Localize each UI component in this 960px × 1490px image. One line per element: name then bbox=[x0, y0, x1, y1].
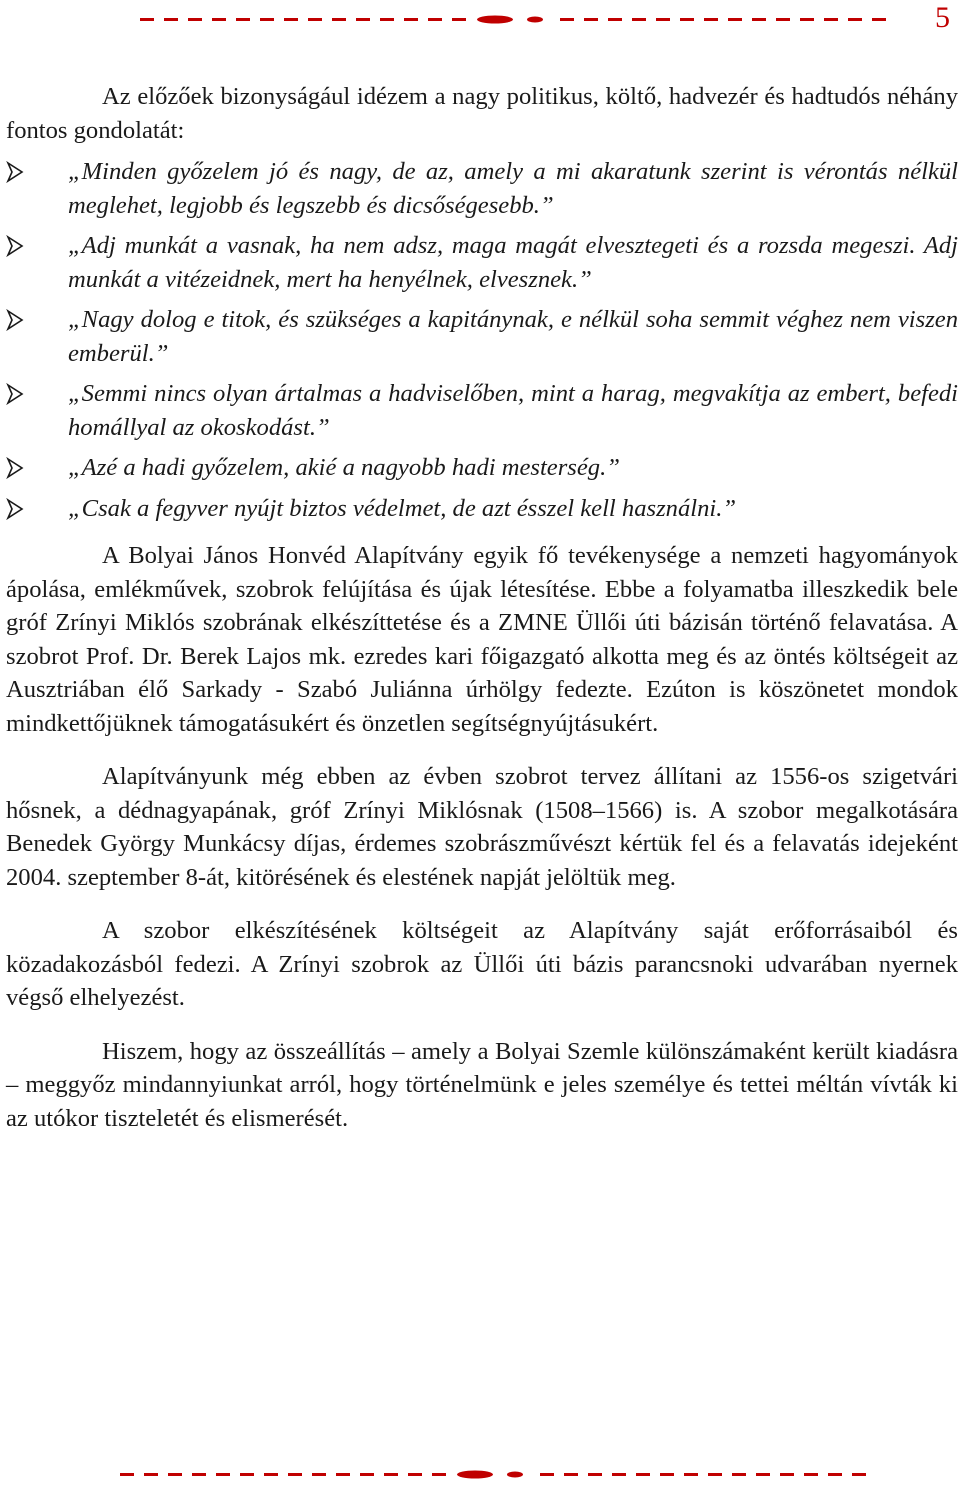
arrowhead-bullet-icon bbox=[6, 457, 24, 479]
arrowhead-bullet-icon bbox=[6, 235, 24, 257]
list-item bbox=[6, 155, 958, 222]
footer-decorative-rule bbox=[120, 1464, 900, 1484]
body-paragraph-foundation: A Bolyai János Honvéd Alapítvány egyik fő tevékenysége a nemzeti hagyományok ápolása, emlékművek, szobrok felújítása és újak létesítése. Ebbe a folyamatba illeszkedik bele gróf Zrínyi Miklós szobrának elkészíttetése és a ZMNE Üllői úti bázisán történő felavatása. A szobrot Prof. Dr. Berek Lajos mk. ezredes kari főigazgató alkotta meg és az öntés költségeit az Ausztriában élő Sarkady - Szabó Juliánna úrhölgy fedezte. Ezúton is köszönetet mondok mindkettőjüknek támogatásukért és önzetlen segítségnyújtásukért. bbox=[6, 542, 958, 737]
list-item bbox=[6, 492, 958, 526]
page-number: 5 bbox=[935, 1, 950, 34]
quote-text: „Semmi nincs olyan ártalmas a hadviselőben, mint a harag, megvakítja az embert, befedi homállyal az okoskodást.” bbox=[68, 380, 958, 441]
body-paragraph-new-statue: Alapítványunk még ebben az évben szobrot tervez állítani az 1556-os szigetvári hősnek, a dédnagyapának, gróf Zrínyi Miklósnak (1508–1566) is. A szobor megalkotására Benedek György Munkácsy díjas, érdemes szobrászművészt kértük fel és a felavatás idejeként 2004. szeptember 8-át, kitörésének és elestének napját jelöltük meg. bbox=[6, 763, 958, 891]
quote-text: „Azé a hadi győzelem, akié a nagyobb hadi mesterség.” bbox=[68, 454, 620, 481]
document-body bbox=[6, 80, 958, 1135]
quote-list bbox=[6, 155, 958, 525]
arrowhead-bullet-icon bbox=[6, 498, 24, 520]
arrowhead-bullet-icon bbox=[6, 383, 24, 405]
body-paragraph-closing: Hiszem, hogy az összeállítás – amely a Bolyai Szemle különszámaként került kiadásra – meggyőz mindannyiunkat arról, hogy történelmünk e jeles személye és tettei méltán vívták ki az utókor tiszteletét és elismerését. bbox=[6, 1037, 958, 1132]
body-paragraph-funding: A szobor elkészítésének költségeit az Alapítvány saját erőforrásaiból és közadakozásból fedezi. A Zrínyi szobrok az Üllői úti bázis parancsnoki udvarában nyernek végső elhelyezést. bbox=[6, 917, 958, 1011]
intro-paragraph: Az előzőek bizonyságául idézem a nagy politikus, költő, hadvezér és hadtudós néhány fontos gondolatát: bbox=[6, 83, 958, 144]
list-item bbox=[6, 229, 958, 296]
list-item bbox=[6, 451, 958, 485]
arrowhead-bullet-icon bbox=[6, 161, 24, 183]
quote-text: „Adj munkát a vasnak, ha nem adsz, maga magát elvesztegeti és a rozsda megeszi. Adj munkát a vitézeidnek, mert ha henyélnek, elvesznek.” bbox=[68, 232, 958, 293]
list-item bbox=[6, 303, 958, 370]
quote-text: „Nagy dolog e titok, és szükséges a kapitánynak, e nélkül soha semmit véghez nem viszen emberül.” bbox=[68, 306, 958, 367]
arrowhead-bullet-icon bbox=[6, 309, 24, 331]
list-item bbox=[6, 377, 958, 444]
quote-text: „Minden győzelem jó és nagy, de az, amely a mi akaratunk szerint is vérontás nélkül meglehet, legjobb és legszebb és dicsőségesebb.” bbox=[68, 158, 958, 219]
quote-text: „Csak a fegyver nyújt biztos védelmet, de azt ésszel kell használni.” bbox=[68, 494, 737, 522]
header-decorative-rule bbox=[140, 9, 920, 29]
